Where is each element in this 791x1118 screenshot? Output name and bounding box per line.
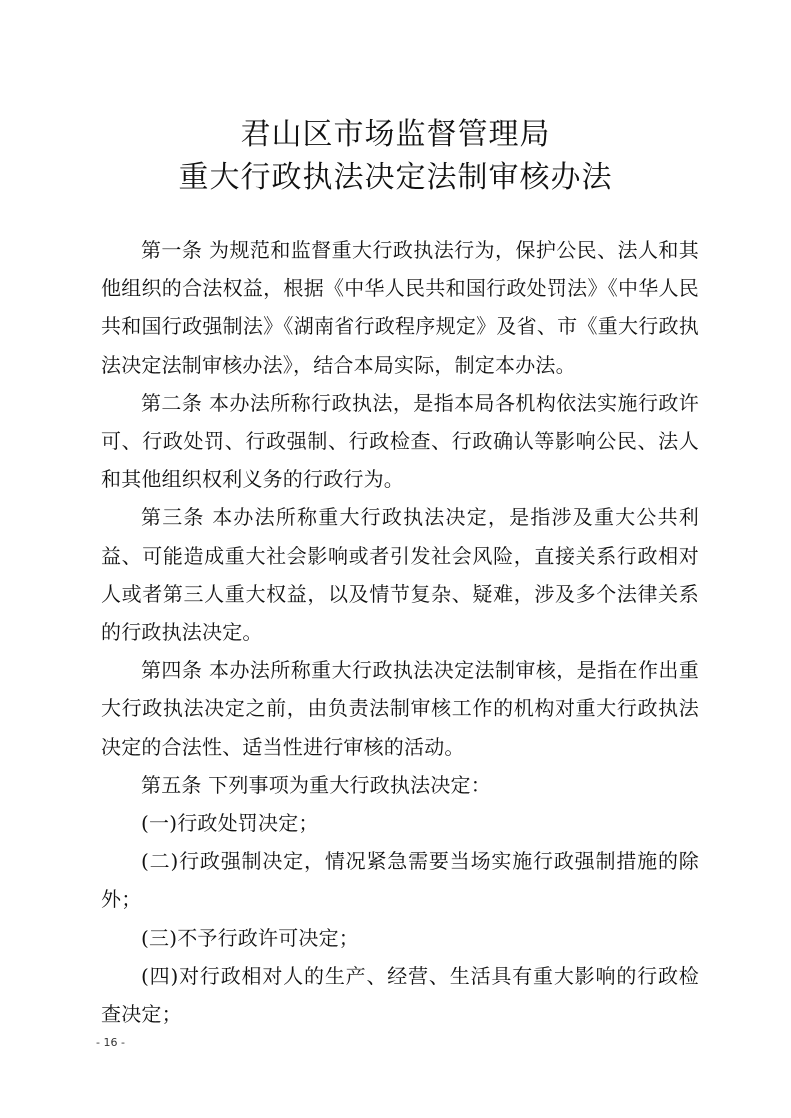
document-body [101,231,699,1033]
paragraph-article-2: 第二条 本办法所称行政执法，是指本局各机构依法实施行政许可、行政处罚、行政强制、行政检查、行政确认等影响公民、法人和其他组织权利义务的行政行为。 [101,390,699,492]
paragraph-article-4: 第四条 本办法所称重大行政执法决定法制审核，是指在作出重大行政执法决定之前，由负责法制审核工作的机构对重大行政执法决定的合法性、适当性进行审核的活动。 [101,658,699,759]
paragraph-article-1: 第一条 为规范和监督重大行政执法行为，保护公民、法人和其他组织的合法权益，根据《中华人民共和国行政处罚法》《中华人民共和国行政强制法》《湖南省行政程序规定》及省、市《重大行政执法决定法制审核办法》，结合本局实际，制定本办法。 [101,238,699,377]
paragraph-item-3: (三)不予行政许可决定； [141,925,360,950]
paragraph-article-5: 第五条 下列事项为重大行政执法决定： [141,772,491,797]
page-number: - 16 - [96,1036,125,1049]
paragraph-item-4: (四)对行政相对人的生产、经营、生活具有重大影响的行政检查决定； [101,963,699,1027]
paragraph-article-3: 第三条 本办法所称重大行政执法决定，是指涉及重大公共利益、可能造成重大社会影响或者引发社会风险，直接关系行政相对人或者第三人重大权益，以及情节复杂、疑难，涉及多个法律关系的行政执法决定。 [101,505,699,645]
document-title-line1: 君山区市场监督管理局 [240,117,551,152]
paragraph-item-1: (一)行政处罚决定； [141,811,319,836]
paragraph-item-2: (二)行政强制决定，情况紧急需要当场实施行政强制措施的除外； [101,849,699,912]
document-title-line2: 重大行政执法决定法制审核办法 [178,160,613,195]
